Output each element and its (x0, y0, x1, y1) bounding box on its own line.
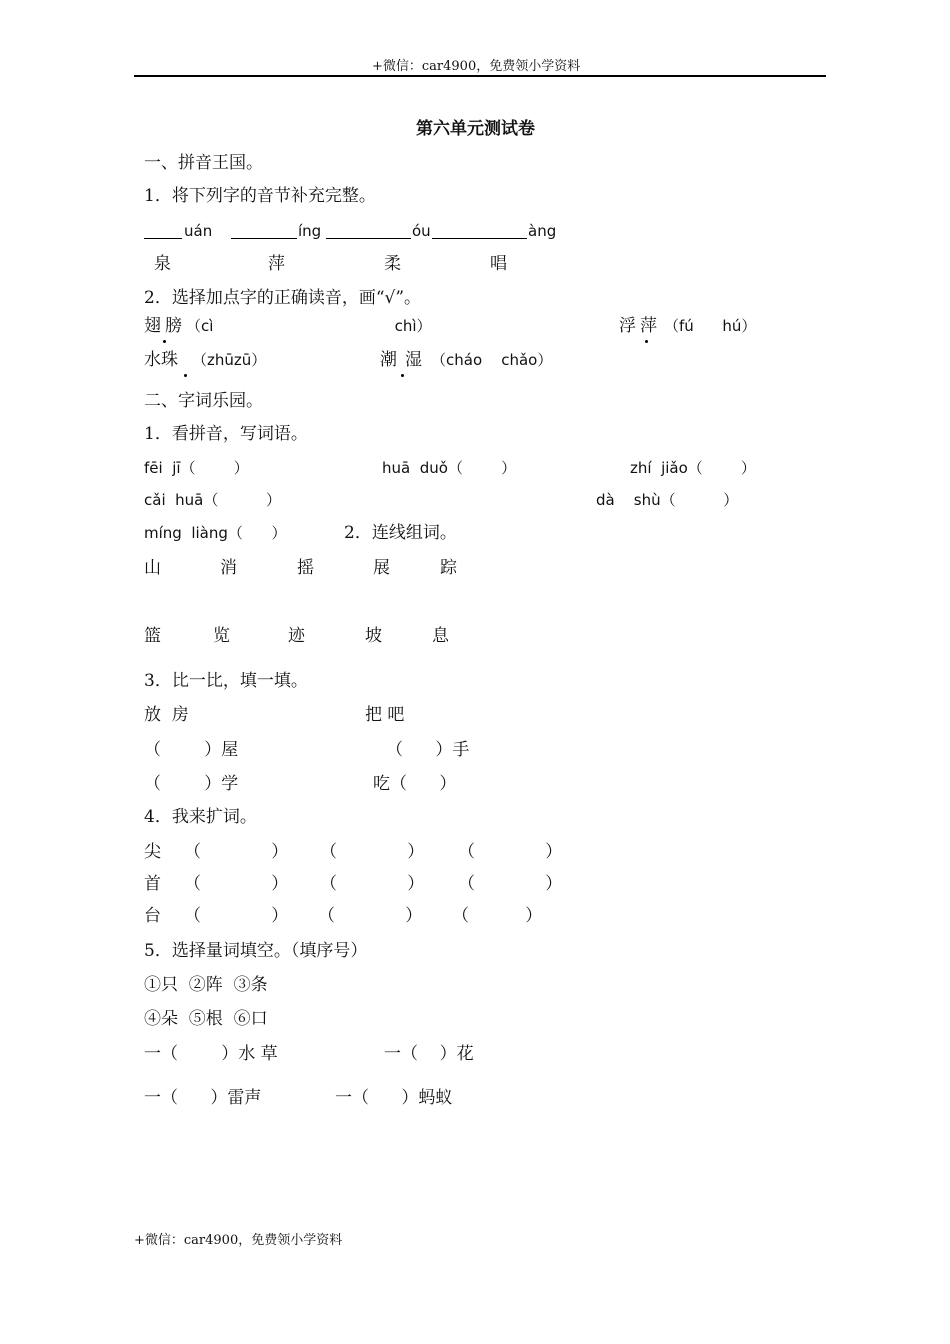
expand-blank: （ ） (458, 874, 563, 894)
choice-word: 浮萍 (619, 316, 661, 336)
expand-blank: （ ） (184, 874, 289, 894)
fill-line: （ ）学 (144, 774, 239, 794)
syllable-ending: óu (412, 222, 431, 240)
expand-blank: （ ） (458, 842, 563, 862)
expand-char: 台 (144, 906, 161, 926)
emphasis-dot (163, 340, 166, 343)
hanzi-char: 泉 (154, 254, 171, 274)
pinyin-word: dà shù（ ） (596, 491, 739, 509)
match-char: 篮 (144, 626, 161, 646)
section-2-heading: 二、字词乐园。 (144, 391, 263, 411)
emphasis-dot (645, 340, 648, 343)
pinyin-options: （cì chì） (186, 317, 432, 335)
expand-blank: （ ） (452, 906, 542, 926)
match-char: 踪 (440, 558, 457, 578)
match-char: 消 (220, 558, 237, 578)
hanzi-char: 柔 (384, 254, 401, 274)
q2-prompt: 2．连线组词。 (344, 523, 457, 543)
pinyin-word: míng liàng（ ） (144, 524, 287, 542)
q3-prompt: 3．比一比，填一填。 (144, 671, 308, 691)
pinyin-word: huā duǒ（ ） (382, 459, 517, 477)
char-pair: 把 吧 (365, 705, 405, 725)
match-char: 摇 (297, 558, 314, 578)
option-list: ①只 ②阵 ③条 (144, 975, 268, 995)
page-title: 第六单元测试卷 (416, 119, 535, 139)
fill-line: 一（ ）花 (384, 1044, 474, 1064)
match-char: 展 (373, 558, 390, 578)
answer-blank (326, 238, 411, 239)
expand-blank: （ ） (320, 874, 425, 894)
q4-prompt: 4．我来扩词。 (144, 807, 257, 827)
pinyin-word: cǎi huā（ ） (144, 491, 282, 509)
q2-prompt: 2．选择加点字的正确读音，画“√”。 (144, 288, 422, 308)
answer-blank (144, 238, 182, 239)
expand-blank: （ ） (184, 906, 289, 926)
expand-blank: （ ） (184, 842, 289, 862)
fill-line: 一（ ）雷声 (144, 1088, 262, 1108)
pinyin-word: fēi jī（ ） (144, 459, 249, 477)
pinyin-options: （cháo chǎo） (431, 351, 553, 369)
q1-prompt: 1．将下列字的音节补充完整。 (144, 186, 376, 206)
match-char: 迹 (288, 626, 305, 646)
choice-word: 潮湿 (380, 350, 430, 370)
match-char: 山 (144, 558, 161, 578)
match-char: 览 (213, 626, 230, 646)
syllable-ending: àng (528, 222, 557, 240)
match-char: 息 (432, 626, 449, 646)
match-char: 坡 (365, 626, 382, 646)
answer-blank (432, 238, 527, 239)
emphasis-dot (401, 374, 404, 377)
pinyin-word: zhí jiǎo（ ） (630, 459, 756, 477)
syllable-ending: uán (184, 222, 213, 240)
expand-blank: （ ） (320, 842, 425, 862)
syllable-ending: íng (298, 222, 322, 240)
expand-blank: （ ） (318, 906, 423, 926)
choice-word: 翅膀 (144, 316, 186, 336)
pinyin-options: （zhūzū） (192, 351, 267, 369)
emphasis-dot (184, 374, 187, 377)
char-pair: 放 房 (144, 705, 189, 725)
pinyin-options: （fú hú） (664, 317, 757, 335)
expand-char: 尖 (144, 842, 161, 862)
fill-line: （ ）屋 (144, 740, 239, 760)
header-rule (134, 75, 826, 77)
header-text: +微信：car4900，免费领小学资料 (372, 59, 581, 74)
q5-prompt: 5．选择量词填空。（填序号） (144, 941, 368, 961)
fill-line: 吃（ ） (373, 774, 457, 794)
hanzi-char: 唱 (490, 254, 507, 274)
fill-line: （ ）手 (386, 740, 470, 760)
option-list: ④朵 ⑤根 ⑥口 (144, 1009, 268, 1029)
hanzi-char: 萍 (268, 254, 285, 274)
footer-text: +微信：car4900，免费领小学资料 (134, 1233, 343, 1248)
answer-blank (231, 238, 297, 239)
fill-line: 一（ ）蚂蚁 (335, 1088, 453, 1108)
section-1-heading: 一、拼音王国。 (144, 153, 263, 173)
expand-char: 首 (144, 874, 161, 894)
choice-word: 水珠 (144, 350, 178, 370)
fill-line: 一（ ）水 草 (144, 1044, 278, 1064)
q1-prompt: 1．看拼音，写词语。 (144, 424, 308, 444)
